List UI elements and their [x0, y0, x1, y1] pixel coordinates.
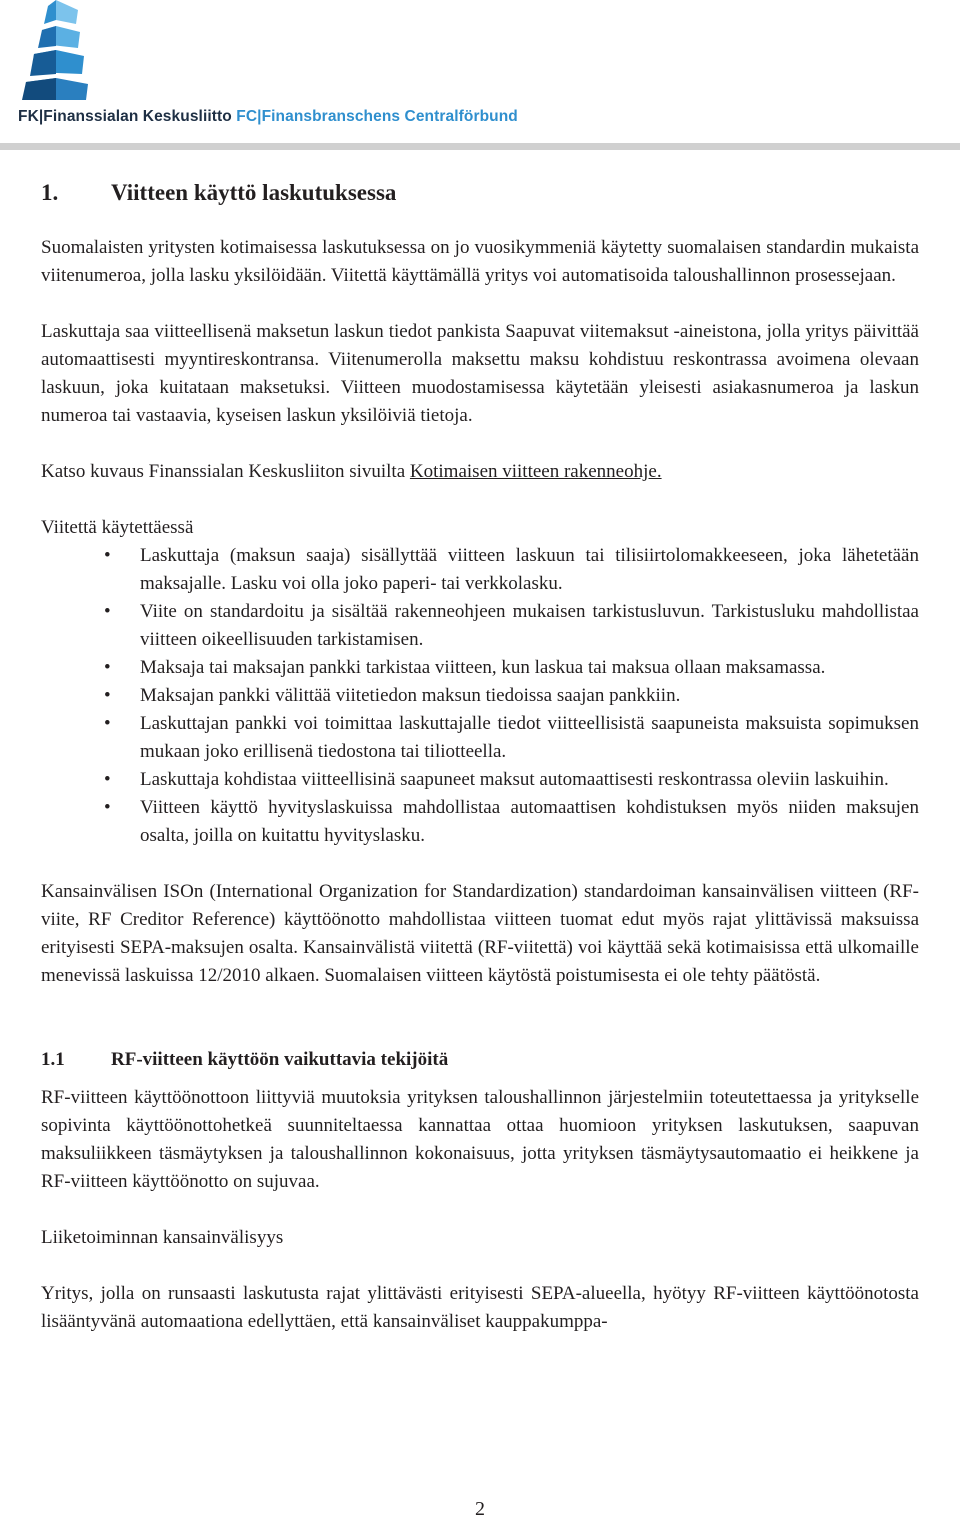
list-item	[41, 654, 919, 682]
section-title: Viitteen käyttö laskutuksessa	[111, 180, 397, 205]
list-item	[41, 766, 919, 794]
usage-list	[41, 542, 919, 850]
bullet-icon: •	[104, 545, 111, 566]
subsection-title: RF-viitteen käyttöön vaikuttavia tekijöitä	[111, 1049, 449, 1070]
paragraph-link	[41, 458, 919, 486]
list-item	[41, 542, 919, 598]
header-divider	[0, 143, 960, 150]
logo-text-fc: FC|Finansbranschens Centralförbund	[236, 108, 518, 125]
organization-name	[18, 108, 518, 126]
page-number: 2	[475, 1498, 485, 1520]
paragraph-link-text: Katso kuvaus Finanssialan Keskusliiton sivuilta	[41, 461, 410, 482]
topic-heading: Liiketoiminnan kansainvälisyys	[41, 1227, 284, 1248]
fk-logo-icon	[20, 0, 92, 100]
list-item	[41, 598, 919, 654]
list-item-text: Viite on standardoitu ja sisältää rakenneohjeen mukaisen tarkistusluvun. Tarkistusluku mahdollistaa viitteen oikeellisuuden tarkistamisen.	[140, 601, 919, 650]
subsection-heading	[41, 1046, 919, 1074]
document-body	[41, 178, 919, 1336]
bullet-icon: •	[104, 713, 111, 734]
bullet-icon: •	[104, 657, 111, 678]
section-number: 1.	[41, 180, 59, 205]
logo-text-fk: FK|Finanssialan Keskusliitto	[18, 108, 237, 125]
list-item-text: Maksajan pankki välittää viitetiedon maksun tiedoissa saajan pankkiin.	[140, 685, 681, 706]
bullet-icon: •	[104, 769, 111, 790]
list-item-text: Laskuttaja (maksun saaja) sisällyttää viitteen laskuun tai tilisiirtolomakkeeseen, joka lähetetään maksajalle. Lasku voi olla joko paperi- tai verkkolasku.	[140, 545, 919, 594]
list-item-text: Maksaja tai maksajan pankki tarkistaa viitteen, kun laskua tai maksua ollaan maksamassa.	[140, 657, 826, 678]
list-item-text: Laskuttajan pankki voi toimittaa laskuttajalle tiedot viitteellisistä saapuneista maksuista sopimuksen mukaan joko erillisenä tiedostona tai tiliotteella.	[140, 713, 919, 762]
structure-guide-link[interactable]: Kotimaisen viitteen rakenneohje.	[409, 461, 662, 482]
paragraph-international: Yritys, jolla on runsaasti laskutusta rajat ylittävästi erityisesti SEPA-alueella, hyötyy RF-viitteen käyttöönotosta lisääntyvänä automaationa edellyttäen, että kansainväliset kauppakumppa-	[41, 1283, 919, 1332]
list-item-text: Laskuttaja kohdistaa viitteellisinä saapuneet maksut automaattisesti reskontrassa oleviin laskuihin.	[140, 769, 889, 790]
bullet-icon: •	[104, 601, 111, 622]
paragraph-rf-reference: Kansainvälisen ISOn (International Organization for Standardization) standardoiman kansainvälisen viitteen (RF-viite, RF Creditor Reference) käyttöönotto mahdollistaa viitteen tuomat edut myös rajat ylittävissä maksuissa erityisesti SEPA-maksujen osalta. Kansainvälistä viitettä (RF-viitettä) voi käyttää sekä kotimaisissa että ulkomaille menevissä laskuissa 12/2010 alkaen. Suomalaisen viitteen käytöstä poistumisesta ei ole tehty päätöstä.	[41, 881, 919, 986]
paragraph-reskontra: Laskuttaja saa viitteellisenä maksetun laskun tiedot pankista Saapuvat viitemaksut -aineistona, jolla yritys päivittää automaattisesti myyntireskontransa. Viitenumerolla maksettu maksu kohdistuu reskontrassa avoimena olevaan laskuun, joka kuitataan maksetuksi. Viitteen muodostamisessa käytetään yleisesti asiakasnumeroa ja laskun numeroa tai vastaavia, kyseisen laskun yksilöiviä tietoja.	[41, 321, 919, 426]
bullet-icon: •	[104, 797, 111, 818]
list-item	[41, 794, 919, 850]
subsection-number: 1.1	[41, 1049, 65, 1070]
paragraph-intro: Suomalaisten yritysten kotimaisessa laskutuksessa on jo vuosikymmeniä käytetty suomalaisen standardin mukaista viitenumeroa, jolla lasku yksilöidään. Viitettä käyttämällä yritys voi automatisoida taloushallinnon prosessejaan.	[41, 237, 919, 286]
paragraph-factors: RF-viitteen käyttöönottoon liittyviä muutoksia yrityksen taloushallinnon järjestelmiin toteutettaessa ja yritykselle sopivinta käyttöönottohetkeä suunniteltaessa kannattaa ottaa huomioon yrityksen laskutuksen, saapuvan maksuliikkeen täsmäytyksen ja taloushallinnon kokonaisuus, jotta yrityksen täsmäytysautomaatio ei heikkene ja RF-viitteen käyttöönotto on sujuvaa.	[41, 1087, 919, 1192]
list-item	[41, 710, 919, 766]
list-intro: Viitettä käytettäessä	[41, 517, 194, 538]
list-item	[41, 682, 919, 710]
section-heading	[41, 178, 919, 208]
bullet-icon: •	[104, 685, 111, 706]
list-item-text: Viitteen käyttö hyvityslaskuissa mahdollistaa automaattisen kohdistuksen myös niiden maksujen osalta, joilla on kuitattu hyvityslasku.	[140, 797, 919, 846]
